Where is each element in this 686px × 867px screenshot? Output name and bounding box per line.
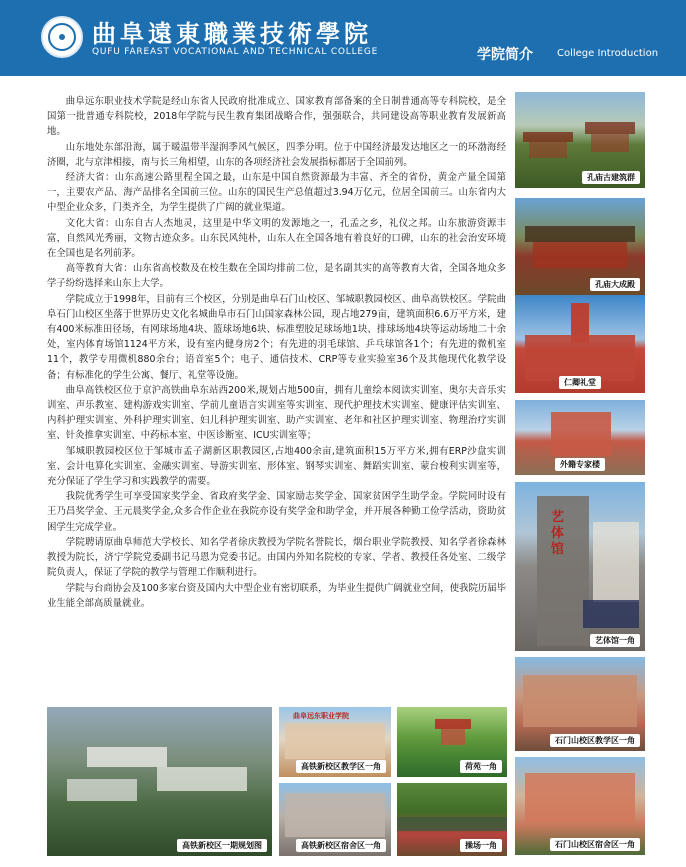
building-sign: 艺体馆 — [551, 510, 565, 557]
photo-caption: 石门山校区宿舍区一角 — [550, 838, 640, 851]
header-banner — [0, 0, 686, 76]
section-title-cn: 学院简介 — [477, 47, 533, 63]
paragraph: 学院聘请原曲阜师范大学校长、知名学者徐庆教授为学院名誉院长，烟台职业学院教授、知名学者徐森林教授为院长，济宁学院党委副书记马恩为党委书记。由国内外知名院校的专家、学者、教授任各处室、二级学院负责人，保证了学院的教学与管理工作顺利进行。 — [47, 536, 506, 579]
college-title-en: QUFU FAREAST VOCATIONAL AND TECHNICAL COLLEGE — [92, 47, 379, 57]
photo-caption: 外籍专家楼 — [555, 458, 605, 471]
photo-expert-building — [515, 400, 645, 475]
photo-lotus-garden — [397, 707, 507, 777]
photo-caption: 仁卿礼堂 — [559, 376, 601, 389]
photo-caption: 高铁新校区宿舍区一角 — [296, 839, 386, 852]
paragraph: 高等教育大省：山东省高校数及在校生数在全国均排前二位，是名副其实的高等教育大省，全国各地众多学子纷纷选择来山东上大学。 — [47, 263, 506, 290]
section-title-en: College Introduction — [557, 48, 659, 59]
photo-caption: 荷苑一角 — [460, 760, 502, 773]
photo-caption: 高铁新校区一期规划图 — [177, 839, 267, 852]
building-sign: 曲阜远东职业学院 — [293, 712, 349, 720]
paragraph: 曲阜高铁校区位于京沪高铁曲阜东站西200米,规划占地500亩，拥有儿童绘本阅读实训室、奥尔夫音乐实训室、声乐教室、建构游戏实训室、学前儿童语言实训室等实训室、现代护理技术实训室、健康评估实训室、内科护理实训室、外科护理实训室、妇儿科护理实训室、助产实训室、老年和社区护理实训室、物理治疗实训室、针灸推拿实训室、中药标本室、中医诊断室、ICU实训室等； — [47, 384, 506, 442]
paragraph: 我院优秀学生可享受国家奖学金、省政府奖学金、国家励志奖学金、国家贫困学生助学金。学院同时设有王乃昌奖学金、王元晨奖学金,众多合作企业在我院亦设有奖学金和助学金，并开展各种勤工俭学活动，资助贫困学生完成学业。 — [47, 491, 506, 533]
photo-caption: 孔庙大成殿 — [590, 278, 640, 291]
photo-renqing-hall — [515, 295, 645, 393]
paragraph: 经济大省：山东高速公路里程全国之最，山东是中国自然资源最为丰富、齐全的省份，黄金产量全国第一，主要农产品、海产品排名全国前三位。山东的国民生产总值超过3.94万亿元，位居全国前三。山东省内大中型企业众多，门类齐全，为学生提供了广阔的就业渠道。 — [47, 172, 506, 214]
photo-confucius-temple — [515, 92, 645, 188]
photo-caption: 艺体馆一角 — [590, 634, 640, 647]
paragraph: 曲阜远东职业技术学院是经山东省人民政府批准成立、国家教育部备案的全日制普通高等专科院校，是全国第一批普通专科院校，2018年学院与民生教育集团战略合作，强强联合，共同建设高等职业教育发展新高地。 — [47, 96, 506, 138]
photo-caption: 操场一角 — [460, 839, 502, 852]
paragraph: 邹城职教园校区位于邹城市孟子湖新区职教园区,占地400余亩,建筑面积15万平方米,拥有ERP沙盘实训室、会计电算化实训室、金融实训室、导游实训室、形体室、钢琴实训室、舞蹈实训室、蒙台梭利实训室等，充分保证了学生学习和实践教学的需要。 — [47, 445, 506, 488]
paragraph: 学院与台商协会及100多家台资及国内大中型企业有密切联系，为毕业生提供广阔就业空间，使我院历届毕业生能全部高质量就业。 — [47, 582, 506, 609]
college-title-cn: 曲阜遠東職業技術學院 — [92, 19, 372, 48]
college-logo — [41, 16, 83, 58]
photo-dacheng-hall — [515, 198, 645, 295]
photo-caption: 高铁新校区教学区一角 — [296, 760, 386, 773]
photo-caption: 石门山校区教学区一角 — [550, 734, 640, 747]
intro-text — [47, 94, 506, 611]
photo-shimenshan-teaching — [515, 657, 645, 751]
photo-hsr-teaching — [279, 707, 391, 777]
paragraph: 学院成立于1998年，目前有三个校区，分别是曲阜石门山校区、邹城职教园校区、曲阜高铁校区。学院曲阜石门山校区坐落于世界历史文化名城曲阜市石门山国家森林公园，现占地279亩，建筑面积6.6万平方米，建有400米标准田径场，有网球场地4块、篮球场地6块、标准塑胶足球场地1块、排球场地4块等运动场地二十余处，室内体育场馆1124平方米，设有室内健身房2个；有先进的羽毛球馆、乒乓球馆各1个；有先进的微机室11个，教学专用微机880余台；语音室5个；电子、通信技术、CRP等专业实验室36个及其他现代化教学设备；有标准化的学生公寓、餐厅、礼堂等设施。 — [47, 293, 506, 381]
photo-shimenshan-dorm — [515, 757, 645, 855]
photo-art-sports-hall — [515, 482, 645, 651]
paragraph: 文化大省：山东自古人杰地灵，这里是中华文明的发源地之一，孔孟之乡，礼仪之邦。山东旅游资源丰富，自然风光秀丽，文物古迹众多。山东民风纯朴，山东人在全国各地有着良好的口碑，山东的社会治安环境在全国也是名列前茅。 — [47, 217, 506, 260]
photo-playground — [397, 783, 507, 856]
photo-hsr-campus-plan — [47, 707, 272, 856]
paragraph: 山东地处东部沿海，属于暖温带半湿润季风气候区，四季分明。位于中国经济最发达地区之一的环渤海经济圈，北与京津相接，南与长三角相望，山东的各项经济社会发展指标都居于全国前列。 — [47, 141, 506, 168]
photo-caption: 孔庙古建筑群 — [582, 171, 640, 184]
photo-hsr-dorm — [279, 783, 391, 856]
logo-ring-icon — [48, 23, 76, 51]
